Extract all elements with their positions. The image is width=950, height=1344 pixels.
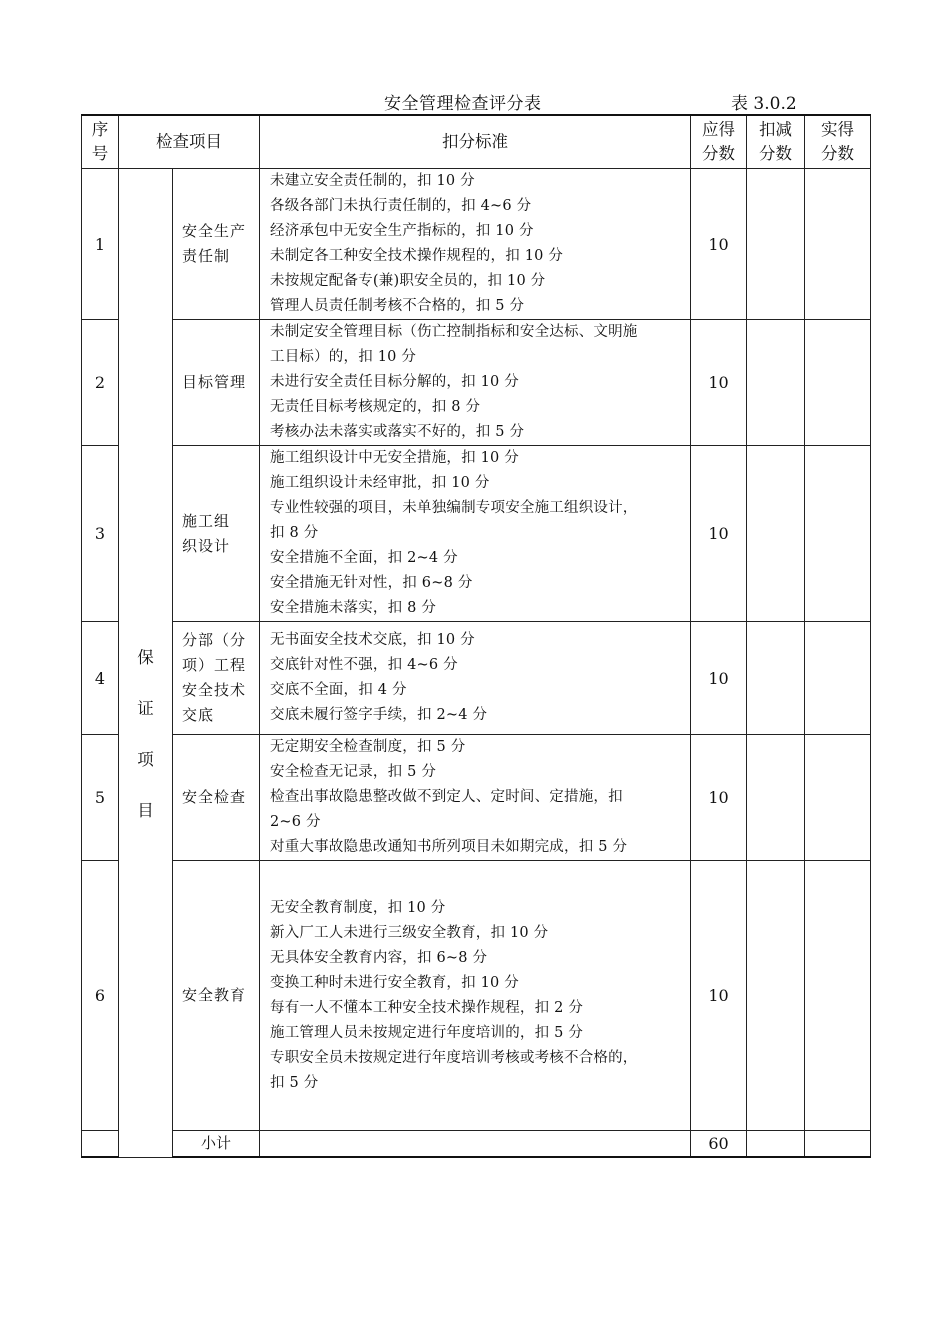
item-line: 安全生产 [182, 222, 247, 240]
header-deduct-line-1: 扣减 [759, 120, 792, 139]
criteria-line: 无具体安全教育内容，扣 6~8 分 [270, 949, 488, 966]
header-criteria: 扣分标准 [260, 115, 691, 169]
criteria-line: 无书面安全技术交底，扣 10 分 [270, 632, 475, 648]
header-deduct-line-2: 分数 [759, 144, 792, 163]
group-label-char: 保 [137, 647, 154, 667]
row-actual-score [805, 861, 871, 1131]
criteria-line: 无安全教育制度，扣 10 分 [270, 899, 446, 916]
item-line: 织设计 [182, 536, 231, 555]
subtotal-row [82, 1131, 871, 1158]
header-actual-line-2: 分数 [821, 144, 854, 163]
table-row [82, 622, 871, 735]
subtotal-label: 小计 [173, 1131, 260, 1158]
criteria-line: 扣 5 分 [270, 1074, 319, 1091]
header-seq-line-1: 序 [91, 120, 109, 139]
criteria-line: 各级各部门未执行责任制的，扣 4~6 分 [270, 198, 532, 214]
criteria-line: 交底针对性不强，扣 4~6 分 [270, 657, 458, 673]
criteria-line: 交底未履行签字手续，扣 2~4 分 [270, 707, 488, 723]
group-label [119, 169, 173, 1158]
row-should-score: 10 [691, 446, 747, 622]
header-should-score [691, 115, 747, 169]
subtotal-actual [805, 1131, 871, 1158]
criteria-line: 2~6 分 [270, 814, 321, 830]
criteria-line: 施工组织设计未经审批，扣 10 分 [270, 475, 490, 491]
row-deduct-score [747, 735, 805, 861]
header-deduct-score [747, 115, 805, 169]
subtotal-deduct [747, 1131, 805, 1158]
criteria-line: 安全措施无针对性，扣 6~8 分 [270, 575, 473, 591]
item-line: 责任制 [182, 247, 231, 265]
item-line: 分部（分 [182, 631, 247, 649]
criteria-line: 无定期安全检查制度，扣 5 分 [270, 739, 466, 755]
group-label-char: 项 [137, 749, 154, 769]
item-line: 目标管理 [182, 373, 247, 391]
row-item [173, 622, 260, 735]
group-label-char: 证 [137, 698, 154, 718]
criteria-line: 施工管理人员未按规定进行年度培训的，扣 5 分 [270, 1024, 584, 1041]
criteria-line: 专职安全员未按规定进行年度培训考核或考核不合格的， [270, 1049, 638, 1066]
row-criteria [260, 622, 691, 735]
criteria-line: 考核办法未落实或落实不好的，扣 5 分 [270, 424, 525, 440]
item-line: 安全教育 [182, 986, 247, 1004]
row-should-score: 10 [691, 320, 747, 446]
criteria-line: 工目标）的，扣 10 分 [270, 349, 417, 365]
table-header-row [82, 115, 871, 169]
header-actual-score [805, 115, 871, 169]
row-seq: 5 [82, 735, 119, 861]
table-number: 表 3.0.2 [731, 94, 797, 114]
header-should-line-2: 分数 [702, 144, 735, 163]
item-line: 项）工程 [182, 656, 247, 674]
criteria-line: 专业性较强的项目，未单独编制专项安全施工组织设计， [270, 500, 638, 516]
item-line: 交底 [182, 706, 215, 724]
row-item [173, 169, 260, 320]
criteria-line: 交底不全面，扣 4 分 [270, 682, 407, 698]
criteria-line: 未进行安全责任目标分解的，扣 10 分 [270, 374, 519, 390]
item-line: 安全技术 [182, 681, 247, 699]
item-line: 安全检查 [182, 788, 247, 806]
page-title: 安全管理检查评分表 [384, 94, 542, 114]
table-row [82, 446, 871, 622]
row-item [173, 446, 260, 622]
row-should-score: 10 [691, 735, 747, 861]
criteria-line: 安全措施未落实，扣 8 分 [270, 600, 437, 616]
criteria-line: 每有一人不懂本工种安全技术操作规程，扣 2 分 [270, 999, 584, 1016]
row-should-score: 10 [691, 861, 747, 1131]
criteria-line: 对重大事故隐患改通知书所列项目未如期完成，扣 5 分 [270, 839, 628, 855]
row-item [173, 735, 260, 861]
row-deduct-score [747, 622, 805, 735]
row-seq: 3 [82, 446, 119, 622]
row-criteria [260, 735, 691, 861]
criteria-line: 管理人员责任制考核不合格的，扣 5 分 [270, 298, 525, 314]
row-criteria [260, 446, 691, 622]
criteria-line: 未建立安全责任制的，扣 10 分 [270, 173, 475, 189]
row-criteria [260, 169, 691, 320]
row-actual-score [805, 169, 871, 320]
criteria-line: 扣 8 分 [270, 525, 319, 541]
header-item: 检查项目 [119, 115, 260, 169]
row-criteria [260, 320, 691, 446]
row-seq: 6 [82, 861, 119, 1131]
subtotal-criteria [260, 1131, 691, 1158]
row-criteria [260, 861, 691, 1131]
row-actual-score [805, 446, 871, 622]
row-deduct-score [747, 169, 805, 320]
header-actual-line-1: 实得 [821, 120, 854, 139]
criteria-line: 施工组织设计中无安全措施，扣 10 分 [270, 450, 519, 466]
row-actual-score [805, 622, 871, 735]
criteria-line: 未按规定配备专(兼)职安全员的，扣 10 分 [270, 273, 546, 289]
row-deduct-score [747, 861, 805, 1131]
header-should-line-1: 应得 [702, 120, 735, 139]
table-row [82, 861, 871, 1131]
row-item [173, 861, 260, 1131]
criteria-line: 安全检查无记录，扣 5 分 [270, 764, 437, 780]
row-seq: 1 [82, 169, 119, 320]
row-actual-score [805, 735, 871, 861]
row-seq: 2 [82, 320, 119, 446]
row-should-score: 10 [691, 169, 747, 320]
row-actual-score [805, 320, 871, 446]
subtotal-seq [82, 1131, 119, 1158]
row-deduct-score [747, 446, 805, 622]
row-should-score: 10 [691, 622, 747, 735]
item-line: 施工组 [182, 511, 231, 530]
criteria-line: 检查出事故隐患整改做不到定人、定时间、定措施，扣 [270, 789, 623, 805]
header-seq-line-2: 号 [91, 144, 109, 163]
table-row [82, 735, 871, 861]
row-seq: 4 [82, 622, 119, 735]
criteria-line: 未制定各工种安全技术操作规程的，扣 10 分 [270, 248, 564, 264]
group-label-char: 目 [137, 800, 154, 820]
header-seq [82, 115, 119, 169]
criteria-line: 无责任目标考核规定的，扣 8 分 [270, 399, 481, 415]
criteria-line: 变换工种时未进行安全教育，扣 10 分 [270, 974, 519, 991]
criteria-line: 安全措施不全面，扣 2~4 分 [270, 550, 458, 566]
criteria-line: 新入厂工人未进行三级安全教育，扣 10 分 [270, 924, 549, 941]
subtotal-score: 60 [691, 1131, 747, 1158]
table-row [82, 320, 871, 446]
row-item [173, 320, 260, 446]
row-deduct-score [747, 320, 805, 446]
criteria-line: 经济承包中无安全生产指标的，扣 10 分 [270, 223, 534, 239]
score-table [81, 114, 871, 1158]
criteria-line: 未制定安全管理目标（伤亡控制指标和安全达标、文明施 [270, 324, 638, 340]
table-row [82, 169, 871, 320]
